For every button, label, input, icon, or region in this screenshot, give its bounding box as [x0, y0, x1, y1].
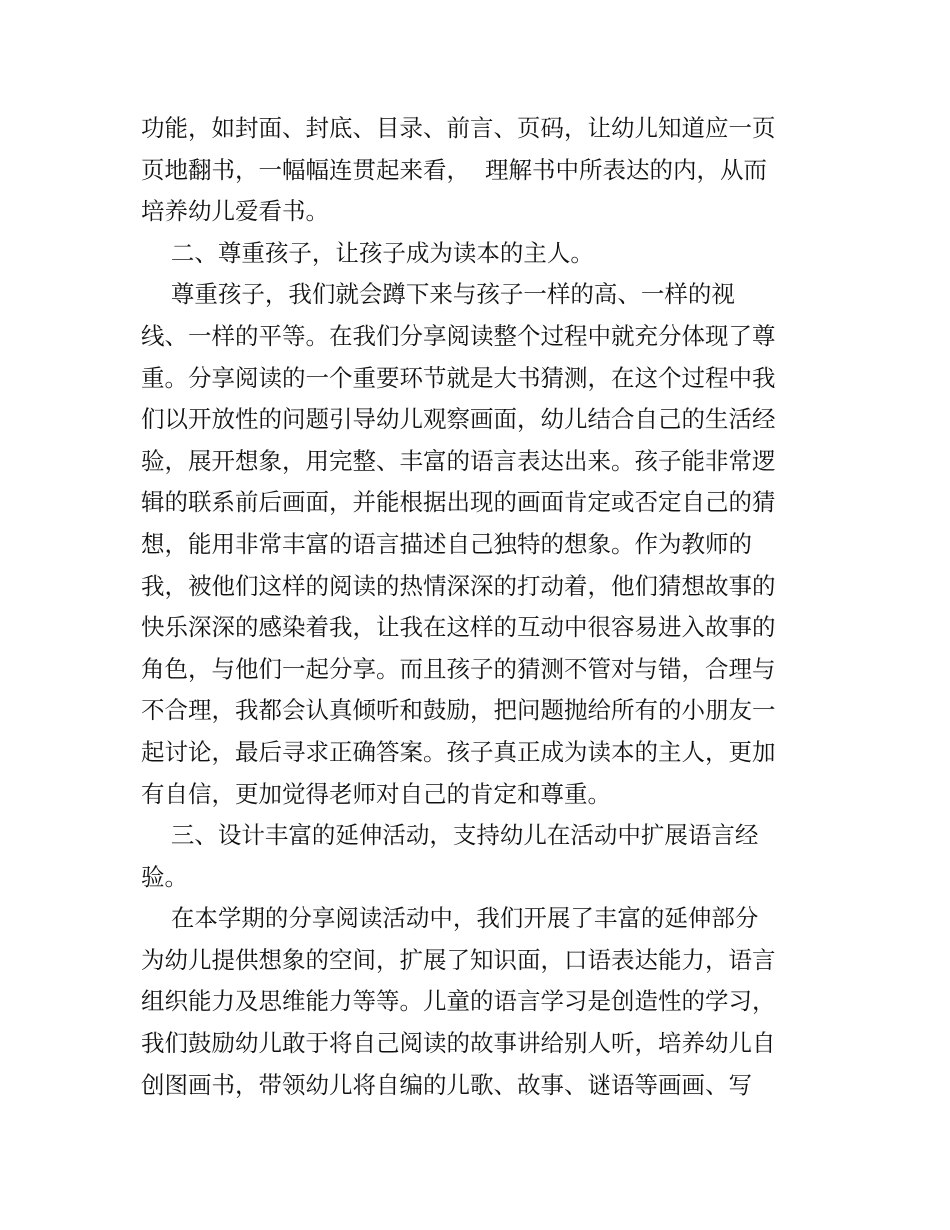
text-line: 想，能用非常丰富的语言描述自己独特的想象。作为教师的 — [141, 529, 752, 558]
text-line: 组织能力及思维能力等等。儿童的语言学习是创造性的学习， — [141, 987, 776, 1016]
text-line: 页地翻书，一幅幅连贯起来看， 理解书中所表达的内，从而 — [141, 155, 767, 184]
text-line: 们以开放性的问题引导幼儿观察画面，幼儿结合自己的生活经 — [141, 405, 776, 434]
text-line: 快乐深深的感染着我，让我在这样的互动中很容易进入故事的 — [141, 613, 776, 642]
body-text — [141, 108, 813, 1106]
text-line: 线、一样的平等。在我们分享阅读整个过程中就充分体现了尊 — [141, 321, 776, 350]
text-line: 验，展开想象，用完整、丰富的语言表达出来。孩子能非常逻 — [141, 446, 776, 475]
text-line: 为幼儿提供想象的空间，扩展了知识面，口语表达能力，语言 — [141, 945, 776, 974]
text-line: 我们鼓励幼儿敢于将自己阅读的故事讲给别人听，培养幼儿自 — [141, 1029, 776, 1058]
text-line: 培养幼儿爱看书。 — [141, 197, 329, 226]
section-heading-continued: 验。 — [141, 862, 188, 891]
text-line: 角色，与他们一起分享。而且孩子的猜测不管对与错，合理与 — [141, 654, 776, 683]
text-line: 我，被他们这样的阅读的热情深深的打动着，他们猜想故事的 — [141, 571, 776, 600]
text-line: 辑的联系前后画面，并能根据出现的画面肯定或否定自己的猜 — [141, 488, 776, 517]
text-line: 创图画书，带领幼儿将自编的儿歌、故事、谜语等画画、写 — [141, 1070, 752, 1099]
text-line: 重。分享阅读的一个重要环节就是大书猜测，在这个过程中我 — [141, 363, 776, 392]
text-line: 起讨论，最后寻求正确答案。孩子真正成为读本的主人，更加 — [141, 737, 776, 766]
section-heading: 三、设计丰富的延伸活动，支持幼儿在活动中扩展语言经 — [141, 821, 759, 850]
text-line: 功能，如封面、封底、目录、前言、页码，让幼儿知道应一页 — [141, 114, 776, 142]
text-line: 在本学期的分享阅读活动中，我们开展了丰富的延伸部分 — [141, 904, 759, 933]
text-line: 尊重孩子，我们就会蹲下来与孩子一样的高、一样的视 — [141, 280, 735, 309]
text-line: 有自信，更加觉得老师对自己的肯定和尊重。 — [141, 779, 611, 808]
text-line: 不合理，我都会认真倾听和鼓励，把问题抛给所有的小朋友一 — [141, 696, 776, 725]
section-heading: 二、尊重孩子，让孩子成为读本的主人。 — [141, 238, 594, 267]
